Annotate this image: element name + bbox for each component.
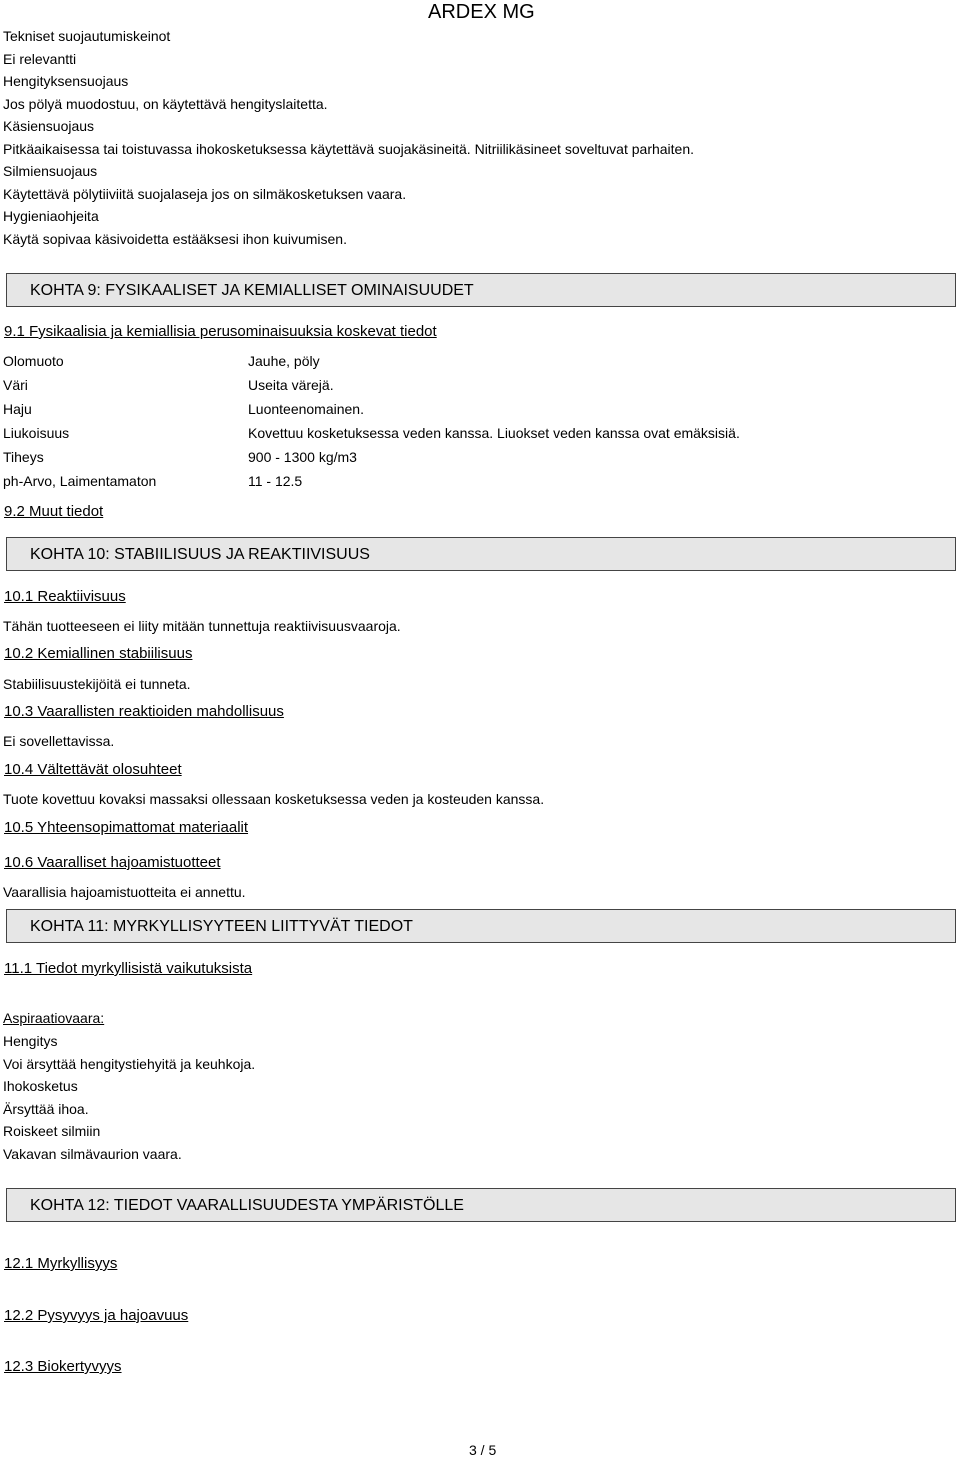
subsection-title: 9.2 Muut tiedot (4, 503, 104, 520)
section-header-10 (6, 537, 956, 571)
text-line: Tuote kovettuu kovaksi massaksi ollessaan kosketuksessa veden ja kosteuden kanssa. (3, 791, 545, 807)
subsection-title: 10.1 Reaktiivisuus (4, 588, 126, 605)
text-line: Hygieniaohjeita (3, 208, 99, 224)
property-value: Kovettuu kosketuksessa veden kanssa. Liuokset veden kanssa ovat emäksisiä. (248, 425, 740, 441)
property-label: ph-Arvo, Laimentamaton (3, 473, 157, 489)
text-line: Hengitys (3, 1033, 58, 1049)
page-number: 3 / 5 (469, 1442, 497, 1458)
subsection-title: 10.6 Vaaralliset hajoamistuotteet (4, 854, 221, 871)
property-value: Useita värejä. (248, 377, 334, 393)
property-label: Haju (3, 401, 32, 417)
subsection-title: 12.3 Biokertyvyys (4, 1358, 122, 1375)
aspiration-label: Aspiraatiovaara: (3, 1010, 105, 1026)
text-line: Voi ärsyttää hengitystiehyitä ja keuhkoja. (3, 1056, 256, 1072)
text-line: Käytä sopivaa käsivoidetta estääksesi ihon kuivumisen. (3, 231, 347, 247)
text-line: Ihokosketus (3, 1078, 78, 1094)
text-line: Vaarallisia hajoamistuotteita ei annettu. (3, 884, 246, 900)
brand-name: ARDEX MG (428, 1, 535, 23)
subsection-title: 10.2 Kemiallinen stabiilisuus (4, 645, 193, 662)
text-line: Jos pölyä muodostuu, on käytettävä hengityslaitetta. (3, 96, 328, 112)
text-line: Ei sovellettavissa. (3, 733, 115, 749)
property-value: Jauhe, pöly (248, 353, 320, 369)
subsection-title: 12.1 Myrkyllisyys (4, 1255, 118, 1272)
text-line: Silmiensuojaus (3, 163, 98, 179)
text-line: Tekniset suojautumiskeinot (3, 28, 171, 44)
section-title: KOHTA 10: STABIILISUUS JA REAKTIIVISUUS (30, 546, 370, 563)
property-value: Luonteenomainen. (248, 401, 364, 417)
property-label: Olomuoto (3, 353, 64, 369)
subsection-title: 10.3 Vaarallisten reaktioiden mahdollisuus (4, 703, 284, 720)
property-label: Liukoisuus (3, 425, 70, 441)
text-line: Käytettävä pölytiiviitä suojalaseja jos on silmäkosketuksen vaara. (3, 186, 407, 202)
text-line: Ei relevantti (3, 51, 77, 67)
text-line: Tähän tuotteeseen ei liity mitään tunnettuja reaktiivisuusvaaroja. (3, 618, 401, 634)
text-line: Vakavan silmävaurion vaara. (3, 1146, 182, 1162)
property-label: Tiheys (3, 449, 44, 465)
subsection-title: 9.1 Fysikaalisia ja kemiallisia perusominaisuuksia koskevat tiedot (4, 323, 437, 340)
subsection-title: 10.5 Yhteensopimattomat materiaalit (4, 819, 249, 836)
section-header-9 (6, 273, 956, 307)
text-line: Pitkäaikaisessa tai toistuvassa ihokosketuksessa käytettävä suojakäsineitä. Nitriilikäsineet soveltuvat parhaiten. (3, 141, 695, 157)
section-header-12 (6, 1188, 956, 1222)
text-line: Hengityksensuojaus (3, 73, 129, 89)
section-title: KOHTA 9: FYSIKAALISET JA KEMIALLISET OMINAISUUDET (30, 282, 474, 299)
section-header-11 (6, 909, 956, 943)
text-line: Roiskeet silmiin (3, 1123, 101, 1139)
property-value: 900 - 1300 kg/m3 (248, 449, 357, 465)
subsection-title: 10.4 Vältettävät olosuhteet (4, 761, 182, 778)
property-label: Väri (3, 377, 28, 393)
property-value: 11 - 12.5 (248, 473, 303, 489)
subsection-title: 11.1 Tiedot myrkyllisistä vaikutuksista (4, 960, 253, 977)
text-line: Käsiensuojaus (3, 118, 95, 134)
text-line: Ärsyttää ihoa. (3, 1101, 89, 1117)
text-line: Stabiilisuustekijöitä ei tunneta. (3, 676, 191, 692)
section-title: KOHTA 12: TIEDOT VAARALLISUUDESTA YMPÄRISTÖLLE (30, 1197, 464, 1214)
section-title: KOHTA 11: MYRKYLLISYYTEEN LIITTYVÄT TIEDOT (30, 918, 413, 935)
subsection-title: 12.2 Pysyvyys ja hajoavuus (4, 1307, 189, 1324)
